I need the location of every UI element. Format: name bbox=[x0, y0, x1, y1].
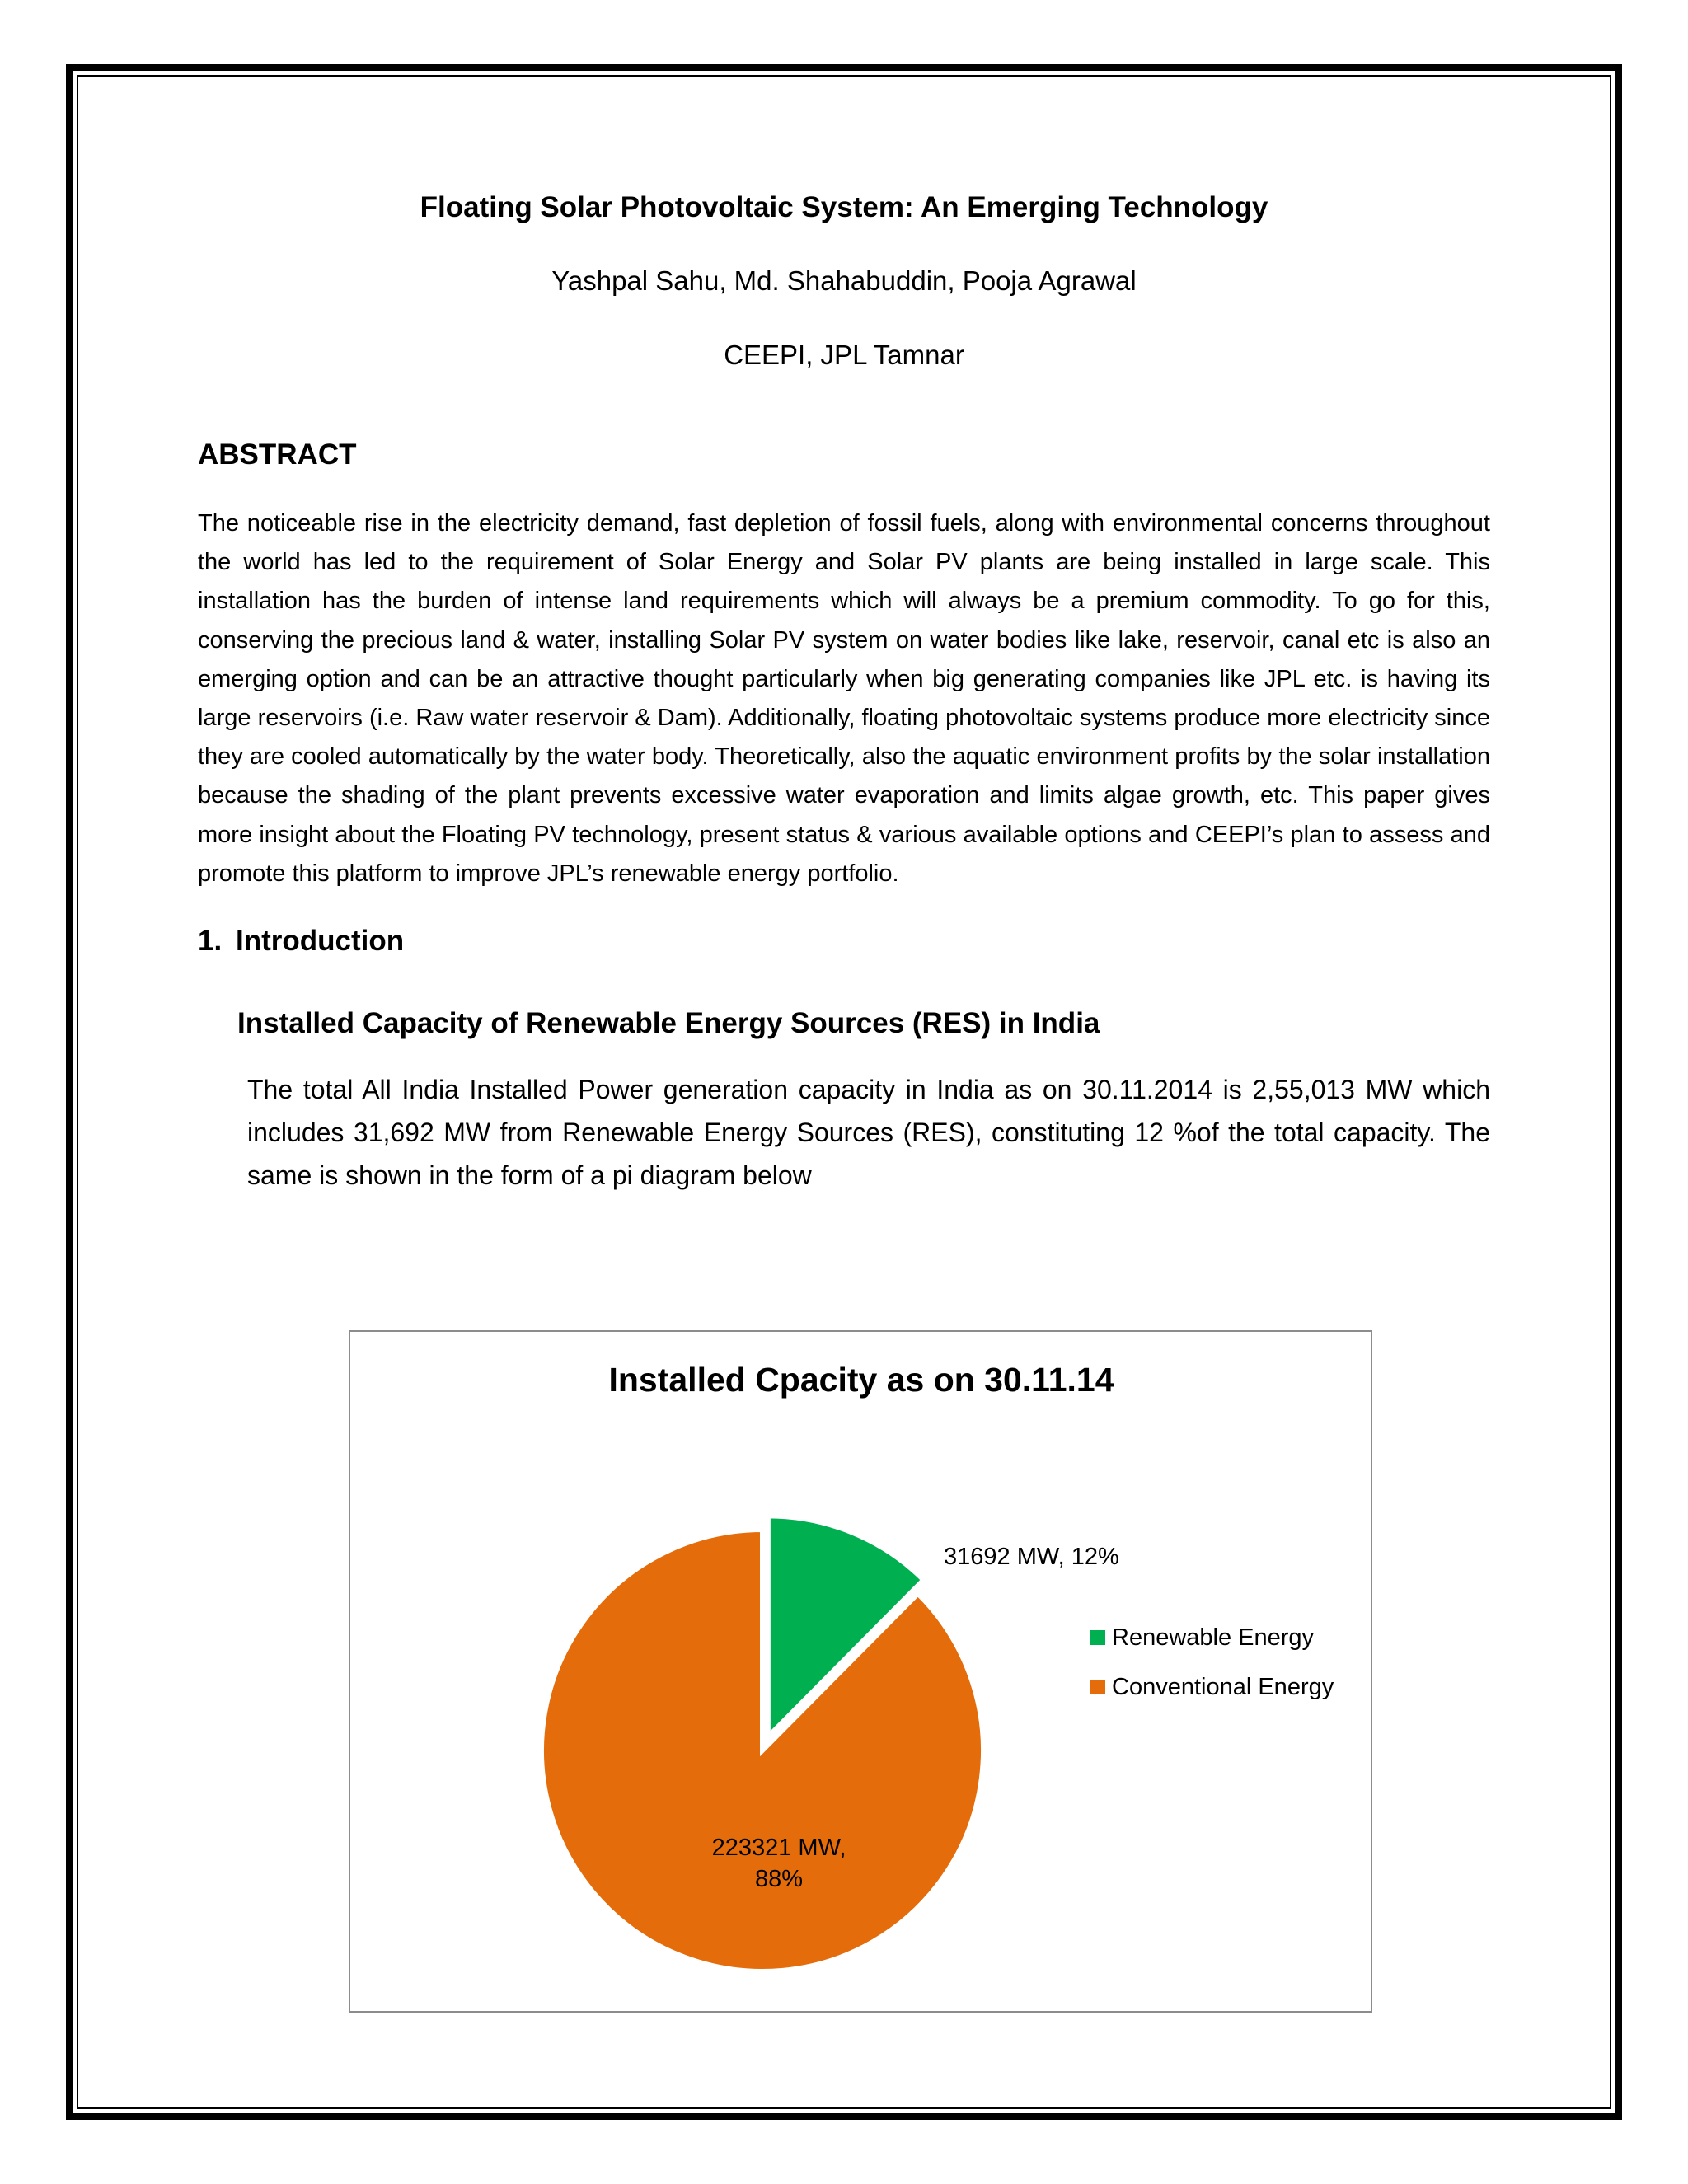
paper-authors: Yashpal Sahu, Md. Shahabuddin, Pooja Agrawal bbox=[551, 265, 1137, 296]
pie-chart bbox=[350, 1332, 1371, 2011]
section-title: Introduction bbox=[236, 925, 405, 958]
data-label-renewable-energy: 31692 MW, 12% bbox=[944, 1544, 1119, 1570]
abstract-text: The noticeable rise in the electricity demand, fast depletion of fossil fuels, along with environmental concerns throughout the world has led to the requirement of Solar Energy and Solar PV plants are being installed in large scale. This installation has the burden of intense land requirements which will always be a premium commodity. To go for this, conserving the precious land & water, installing Solar PV system on water bodies like lake, reservoir, canal etc is also an emerging option and can be an attractive thought particularly when big generating companies like JPL etc. is having its large reservoirs (i.e. Raw water reservoir & Dam). Additionally, floating photovoltaic systems produce more electricity since they are cooled automatically by the water body. Theoretically, also the aquatic environment profits by the solar installation because the shading of the plant prevents excessive water evaporation and limits algae growth, etc. This paper gives more insight about the Floating PV technology, present status & various available options and CEEPI’s plan to assess and promote this platform to improve JPL’s renewable energy portfolio. bbox=[198, 510, 1490, 887]
paper-body bbox=[198, 181, 1490, 1197]
legend-label: Renewable Energy bbox=[1112, 1624, 1315, 1651]
subsection-heading: Installed Capacity of Renewable Energy Sources (RES) in India bbox=[237, 1007, 1100, 1040]
section-heading bbox=[198, 925, 1490, 958]
legend-label: Conventional Energy bbox=[1112, 1674, 1334, 1700]
data-label-conventional-energy: 223321 MW, 88% bbox=[711, 1835, 846, 1892]
abstract-heading: ABSTRACT bbox=[198, 438, 357, 471]
paper-affiliation: CEEPI, JPL Tamnar bbox=[724, 340, 964, 370]
intro-paragraph: The total All India Installed Power generation capacity in India as on 30.11.2014 is 2,55,013 MW which includes 31,692 MW from Renewable Energy Sources (RES), constituting 12 %of the total capacity. The same is shown in the form of a pi diagram below bbox=[247, 1075, 1490, 1191]
pie-chart-frame bbox=[349, 1330, 1372, 2013]
pie-slice-conventional-energy bbox=[542, 1530, 983, 1971]
chart-title: Installed Cpacity as on 30.11.14 bbox=[608, 1361, 1114, 1399]
legend-swatch bbox=[1090, 1680, 1105, 1694]
legend-swatch bbox=[1090, 1630, 1105, 1645]
paper-title: Floating Solar Photovoltaic System: An Emerging Technology bbox=[420, 191, 1268, 223]
section-number: 1. bbox=[198, 925, 223, 958]
